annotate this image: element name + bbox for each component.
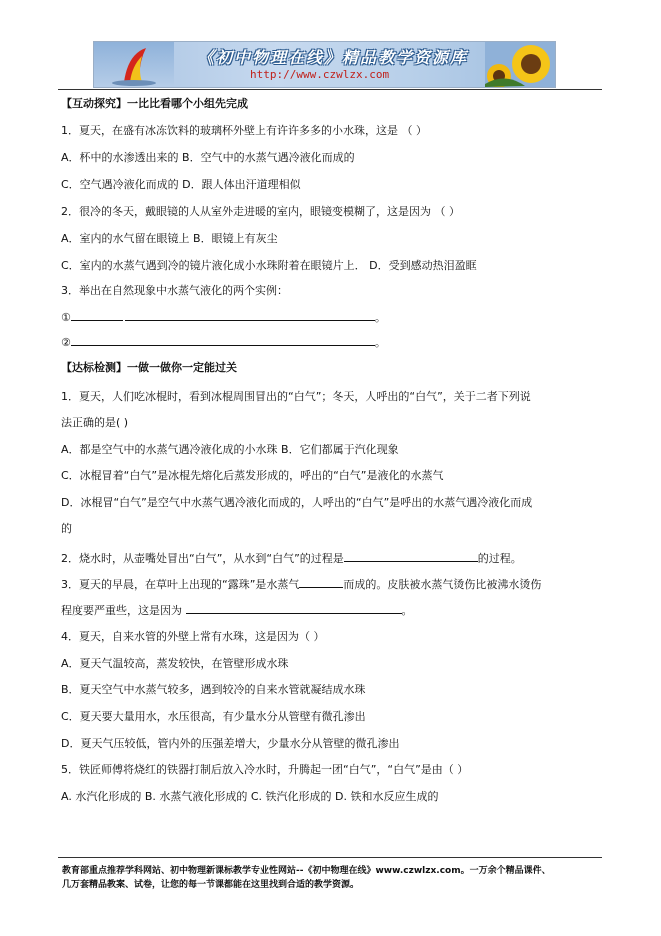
question-text: 3．夏天的早晨，在草叶上出现的“露珠”是水蒸气: [61, 578, 300, 591]
option-line: A．杯中的水渗透出来的 B．空气中的水蒸气遇冷液化而成的: [61, 151, 355, 164]
banner-url: http://www.czwlzx.com: [250, 68, 390, 81]
question-line: 3．举出在自然现象中水蒸气液化的两个实例：: [61, 284, 288, 297]
answer-blank[interactable]: [125, 309, 375, 321]
option-line: C．空气遇冷液化而成的 D．跟人体出汗道理相似: [61, 178, 301, 191]
answer-marker: ①: [61, 311, 71, 324]
footer-line: 几万套精品教案、试卷，让您的每一节课都能在这里找到合适的教学资源。: [62, 880, 360, 890]
banner-title: 《初中物理在线》精品教学资源库: [198, 48, 469, 67]
question-line: 1．夏天，人们吃冰棍时，看到冰棍周围冒出的“白气”；冬天，人呼出的“白气”，关于二者下列说: [61, 390, 531, 403]
site-logo: [94, 42, 174, 87]
question-text: 程度要严重些，这是因为: [61, 604, 186, 617]
question-line: 1．夏天，在盛有冰冻饮料的玻璃杯外壁上有许许多多的小水珠，这是 （ ）: [61, 124, 427, 137]
answer-blank[interactable]: [71, 334, 375, 346]
blank-period: 。: [374, 336, 386, 349]
answer-marker: ②: [61, 336, 71, 349]
option-line: D．夏天气压较低，管内外的压强差增大，少量水分从管壁的微孔渗出: [61, 737, 400, 750]
option-line: C．室内的水蒸气遇到冷的镜片液化成小水珠附着在眼镜片上． D．受到感动热泪盈眶: [61, 259, 477, 272]
option-line: 的: [61, 522, 72, 535]
option-line: C．夏天要大量用水，水压很高，有少量水分从管壁有微孔渗出: [61, 710, 366, 723]
header-divider: [58, 89, 602, 90]
section-title-test: 【达标检测】一做一做你一定能过关: [61, 361, 237, 374]
answer-blank[interactable]: [344, 550, 478, 562]
footer-text: [62, 864, 602, 892]
header-banner: [93, 41, 556, 88]
option-line: A．夏天气温较高，蒸发较快，在管壁形成水珠: [61, 657, 289, 670]
option-line: B．夏天空气中水蒸气较多，遇到较冷的自来水管就凝结成水珠: [61, 683, 366, 696]
question-text: 2．烧水时，从壶嘴处冒出“白气”，从水到“白气”的过程是: [61, 552, 344, 565]
question-line: 法正确的是( ): [61, 416, 129, 429]
question-line: 4．夏天，自来水管的外壁上常有水珠，这是因为（ ）: [61, 630, 325, 643]
option-line: D．冰棍冒“白气”是空气中水蒸气遇冷液化而成的，人呼出的“白气”是呼出的水蒸气遇冷液化而成: [61, 496, 533, 509]
option-line: A．都是空气中的水蒸气遇冷液化成的小水珠 B．它们都属于汽化现象: [61, 443, 399, 456]
option-line: A. 水汽化形成的 B. 水蒸气液化形成的 C. 铁汽化形成的 D. 铁和水反应生成的: [61, 790, 439, 803]
option-line: C．冰棍冒着“白气”是冰棍先熔化后蒸发形成的，呼出的“白气”是液化的水蒸气: [61, 469, 444, 482]
section-title-interactive: 【互动探究】一比比看哪个小组先完成: [61, 97, 248, 110]
question-line: [61, 602, 413, 618]
question-text: 的过程。: [477, 552, 522, 565]
answer-blank[interactable]: [299, 576, 343, 588]
blank-period: 。: [374, 311, 386, 324]
question-line: 5．铁匠师傅将烧红的铁器打制后放入冷水时，升腾起一团“白气”，“白气”是由（ ）: [61, 763, 469, 776]
question-line: 2．很冷的冬天，戴眼镜的人从室外走进暖的室内，眼镜变模糊了，这是因为 （ ）: [61, 205, 460, 218]
answer-blank[interactable]: [71, 309, 123, 321]
question-text: 。: [401, 604, 413, 617]
option-line: A．室内的水气留在眼镜上 B．眼镜上有灰尘: [61, 232, 278, 245]
answer-blank[interactable]: [186, 602, 402, 614]
question-text: 而成的。皮肤被水蒸气烫伤比被沸水烫伤: [343, 578, 542, 591]
answer-line: [61, 309, 386, 325]
question-line: [61, 576, 541, 592]
footer-line: 教育部重点推荐学科网站、初中物理新课标教学专业性网站--《初中物理在线》www.czwlzx.com。一万余个精品课件、: [62, 866, 551, 876]
sunflower-image: [485, 42, 555, 87]
answer-line: [61, 334, 386, 350]
footer-divider: [58, 857, 602, 858]
question-line: [61, 550, 522, 566]
